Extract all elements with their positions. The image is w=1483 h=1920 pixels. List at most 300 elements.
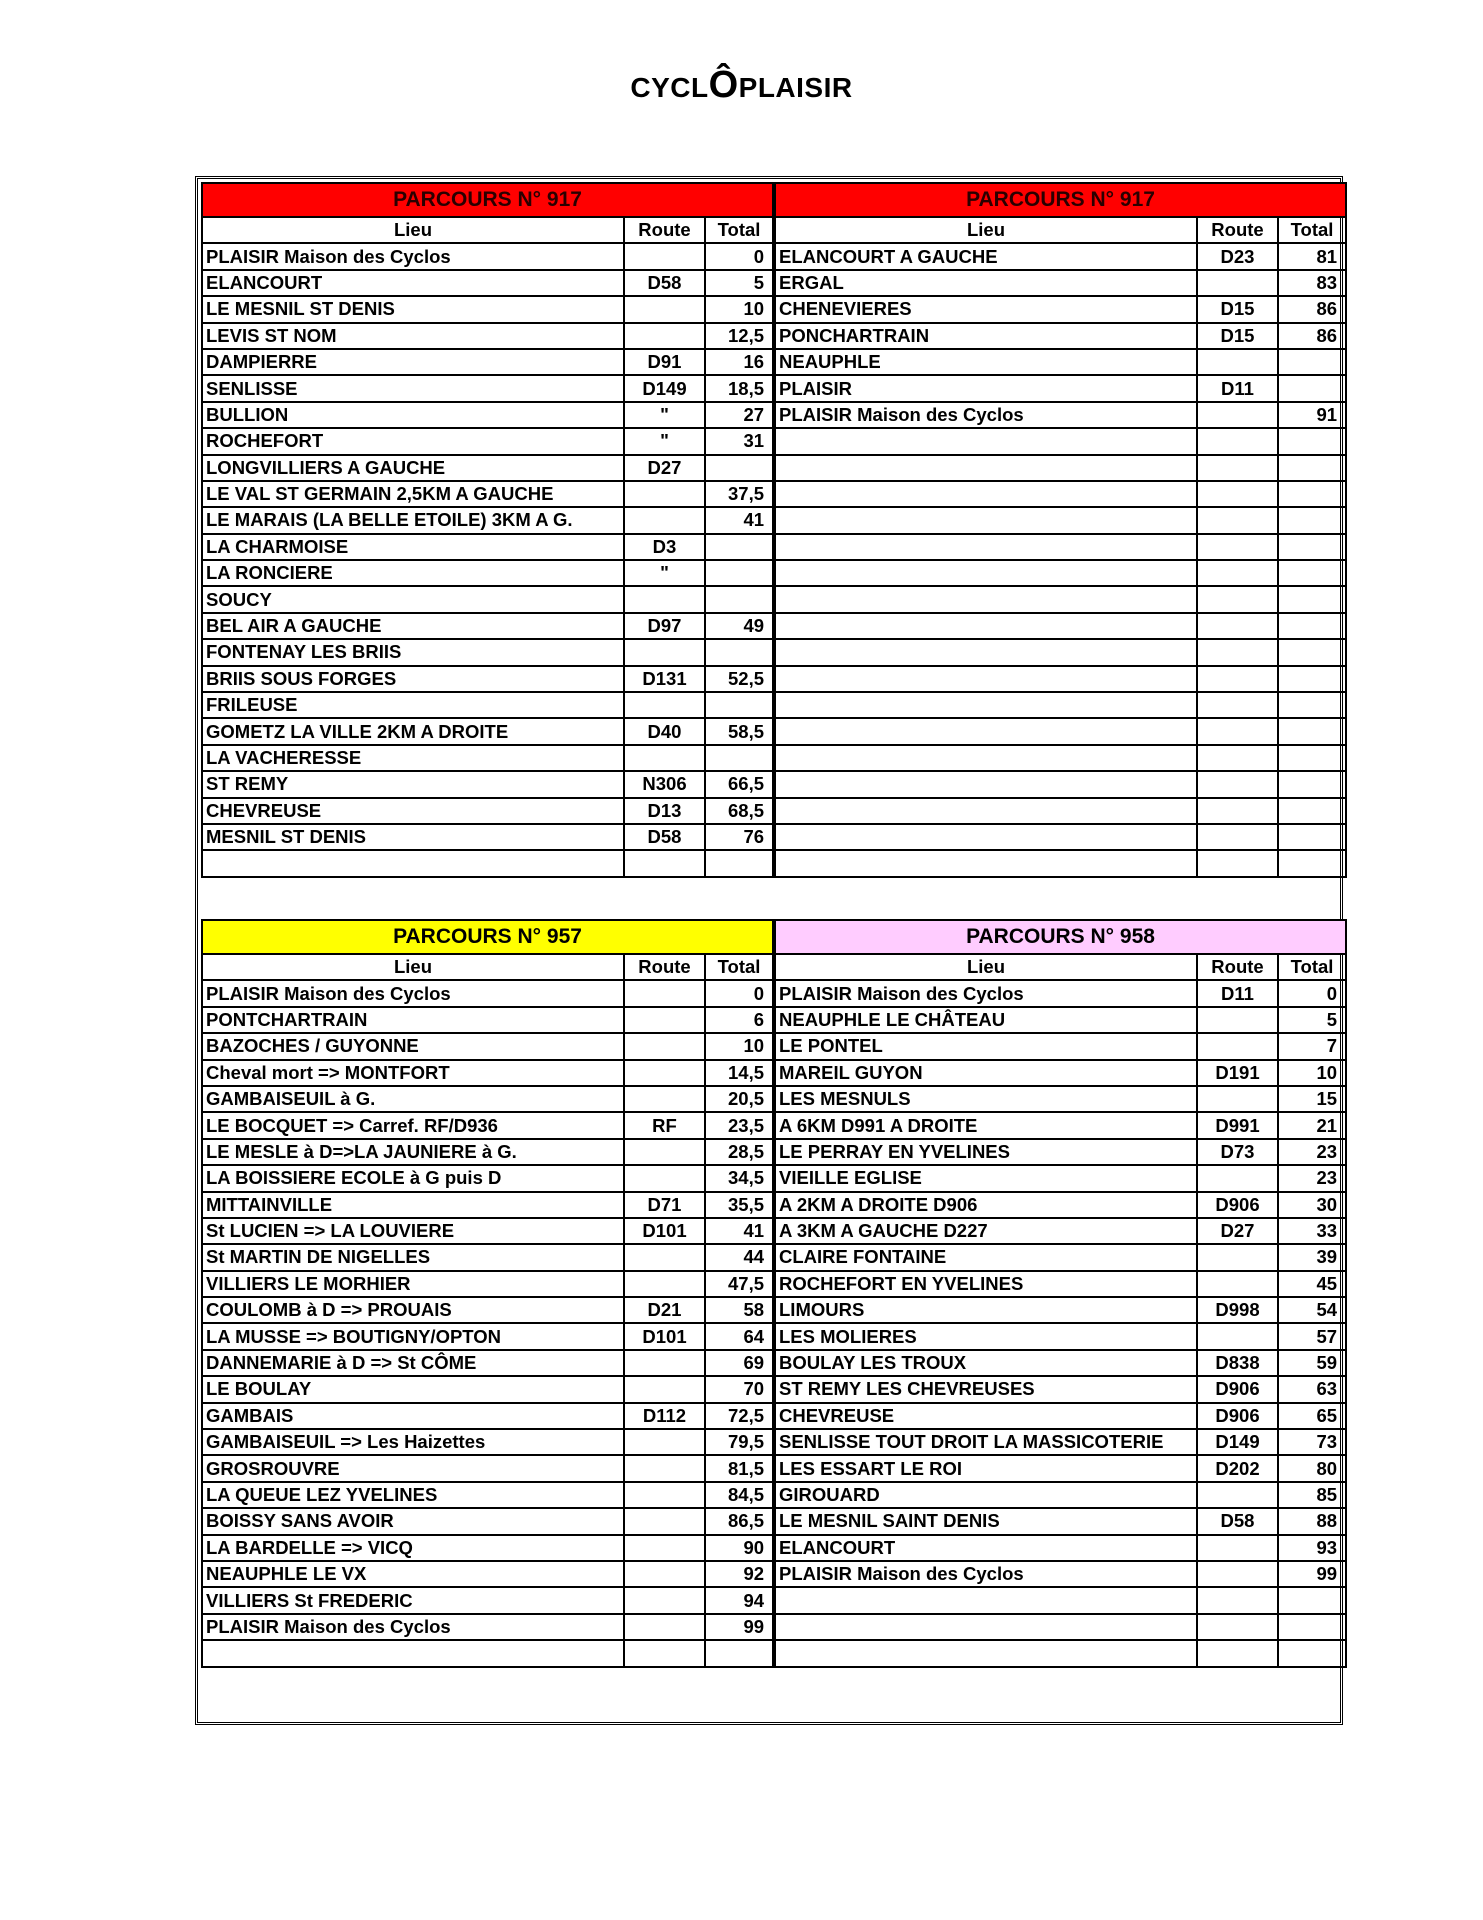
cell-route — [1197, 1482, 1278, 1508]
table-row — [775, 534, 1346, 560]
cell-lieu: BOISSY SANS AVOIR — [202, 1508, 624, 1534]
cell-route: D58 — [624, 270, 705, 296]
cell-lieu: NEAUPHLE LE VX — [202, 1561, 624, 1587]
cell-lieu — [775, 534, 1197, 560]
cell-route — [624, 243, 705, 269]
table-row — [202, 323, 773, 349]
cell-lieu: GAMBAISEUIL => Les Haizettes — [202, 1429, 624, 1455]
table-row — [202, 1587, 773, 1613]
cell-lieu: LA CHARMOISE — [202, 534, 624, 560]
cell-lieu: PLAISIR Maison des Cyclos — [202, 980, 624, 1006]
cell-route — [624, 1482, 705, 1508]
table-row — [202, 1561, 773, 1587]
cell-lieu: LIMOURS — [775, 1297, 1197, 1323]
cell-total: 23 — [1278, 1139, 1346, 1165]
table-row — [202, 850, 773, 876]
table-row — [775, 1139, 1346, 1165]
column-header-total: Total — [705, 217, 773, 243]
table-row — [775, 560, 1346, 586]
table-row — [775, 586, 1346, 612]
cell-lieu — [775, 586, 1197, 612]
cell-lieu: LA MUSSE => BOUTIGNY/OPTON — [202, 1323, 624, 1349]
table-row — [775, 402, 1346, 428]
table-row — [775, 270, 1346, 296]
cell-route: D191 — [1197, 1060, 1278, 1086]
cell-lieu: ROCHEFORT — [202, 428, 624, 454]
title-prefix: CYCL — [630, 72, 709, 103]
cell-route — [1197, 613, 1278, 639]
cell-lieu: LA BOISSIERE ECOLE à G puis D — [202, 1165, 624, 1191]
cell-total: 31 — [705, 428, 773, 454]
cell-lieu: A 6KM D991 A DROITE — [775, 1112, 1197, 1138]
cell-route — [624, 1086, 705, 1112]
table-row — [775, 1033, 1346, 1059]
table-row — [775, 1561, 1346, 1587]
table-row — [775, 745, 1346, 771]
table-row — [202, 481, 773, 507]
table-row — [775, 428, 1346, 454]
table-row — [775, 1614, 1346, 1640]
parcours-title: PARCOURS N° 958 — [775, 920, 1346, 954]
cell-lieu: SENLISSE — [202, 375, 624, 401]
cell-lieu — [775, 692, 1197, 718]
table-row — [202, 1112, 773, 1138]
cell-total: 86 — [1278, 296, 1346, 322]
table-row — [202, 798, 773, 824]
table-row — [202, 1297, 773, 1323]
cell-route — [624, 1535, 705, 1561]
table-row — [775, 1587, 1346, 1613]
cell-total — [1278, 455, 1346, 481]
cell-total — [1278, 824, 1346, 850]
cell-route — [1197, 534, 1278, 560]
cell-lieu: LE VAL ST GERMAIN 2,5KM A GAUCHE — [202, 481, 624, 507]
cell-total: 33 — [1278, 1218, 1346, 1244]
table-row — [202, 613, 773, 639]
cell-route — [1197, 428, 1278, 454]
table-row — [202, 1271, 773, 1297]
cell-route — [1197, 771, 1278, 797]
cell-lieu: BULLION — [202, 402, 624, 428]
cell-total — [1278, 1587, 1346, 1613]
table-row — [775, 850, 1346, 876]
cell-route — [624, 1271, 705, 1297]
cell-total: 65 — [1278, 1403, 1346, 1429]
cell-lieu: GROSROUVRE — [202, 1455, 624, 1481]
table-row — [775, 980, 1346, 1006]
table-row — [775, 1112, 1346, 1138]
cell-total: 16 — [705, 349, 773, 375]
cell-route — [624, 481, 705, 507]
cell-total: 49 — [705, 613, 773, 639]
cell-route: D991 — [1197, 1112, 1278, 1138]
cell-lieu: LE PERRAY EN YVELINES — [775, 1139, 1197, 1165]
cell-total: 59 — [1278, 1350, 1346, 1376]
cell-lieu — [775, 455, 1197, 481]
cell-total: 86 — [1278, 323, 1346, 349]
cell-total: 35,5 — [705, 1192, 773, 1218]
cell-total: 88 — [1278, 1508, 1346, 1534]
cell-total: 72,5 — [705, 1403, 773, 1429]
cell-total: 99 — [705, 1614, 773, 1640]
table-row — [775, 296, 1346, 322]
cell-total: 93 — [1278, 1535, 1346, 1561]
cell-total: 84,5 — [705, 1482, 773, 1508]
table-row — [775, 481, 1346, 507]
cell-route — [624, 1455, 705, 1481]
table-row — [202, 771, 773, 797]
cell-total: 34,5 — [705, 1165, 773, 1191]
cell-route — [624, 745, 705, 771]
cell-route — [1197, 718, 1278, 744]
table-row — [775, 1482, 1346, 1508]
cell-route — [624, 323, 705, 349]
cell-total: 81 — [1278, 243, 1346, 269]
cell-total: 45 — [1278, 1271, 1346, 1297]
cell-route: D906 — [1197, 1192, 1278, 1218]
cell-route: D91 — [624, 349, 705, 375]
cell-total: 79,5 — [705, 1429, 773, 1455]
table-row — [775, 666, 1346, 692]
cell-lieu: ROCHEFORT EN YVELINES — [775, 1271, 1197, 1297]
cell-lieu — [775, 798, 1197, 824]
cell-total: 69 — [705, 1350, 773, 1376]
cell-lieu: DAMPIERRE — [202, 349, 624, 375]
cell-total: 6 — [705, 1007, 773, 1033]
parcours-title: PARCOURS N° 917 — [202, 183, 773, 217]
table-row — [202, 375, 773, 401]
cell-route: D131 — [624, 666, 705, 692]
table-row — [202, 1165, 773, 1191]
table-row — [202, 1060, 773, 1086]
cell-total: 41 — [705, 507, 773, 533]
table-row — [202, 1376, 773, 1402]
table-row — [775, 1535, 1346, 1561]
cell-route — [1197, 1165, 1278, 1191]
cell-lieu: A 3KM A GAUCHE D227 — [775, 1218, 1197, 1244]
cell-total — [1278, 771, 1346, 797]
cell-total: 91 — [1278, 402, 1346, 428]
cell-total — [705, 586, 773, 612]
cell-lieu — [775, 850, 1197, 876]
cell-total — [1278, 534, 1346, 560]
cell-route: D906 — [1197, 1403, 1278, 1429]
cell-lieu: LONGVILLIERS A GAUCHE — [202, 455, 624, 481]
cell-total: 83 — [1278, 270, 1346, 296]
cell-total: 0 — [705, 243, 773, 269]
cell-route: D97 — [624, 613, 705, 639]
cell-route — [1197, 270, 1278, 296]
cell-route — [624, 1508, 705, 1534]
cell-lieu — [775, 718, 1197, 744]
cell-route — [1197, 1587, 1278, 1613]
cell-total: 86,5 — [705, 1508, 773, 1534]
cell-route — [1197, 560, 1278, 586]
table-row — [202, 428, 773, 454]
cell-total — [1278, 586, 1346, 612]
cell-lieu: LE MESNIL SAINT DENIS — [775, 1508, 1197, 1534]
cell-total: 57 — [1278, 1323, 1346, 1349]
cell-route — [1197, 1007, 1278, 1033]
cell-total: 63 — [1278, 1376, 1346, 1402]
cell-total: 21 — [1278, 1112, 1346, 1138]
cell-route — [1197, 1535, 1278, 1561]
cell-total — [1278, 718, 1346, 744]
cell-route: " — [624, 402, 705, 428]
table-row — [202, 1244, 773, 1270]
table-row — [202, 455, 773, 481]
cell-lieu: PLAISIR Maison des Cyclos — [775, 980, 1197, 1006]
cell-lieu: CHENEVIERES — [775, 296, 1197, 322]
table-row — [202, 243, 773, 269]
table-row — [202, 1455, 773, 1481]
cell-route — [624, 1165, 705, 1191]
cell-route — [624, 692, 705, 718]
cell-total — [1278, 639, 1346, 665]
cell-route: D11 — [1197, 375, 1278, 401]
table-row — [202, 1429, 773, 1455]
cell-total: 94 — [705, 1587, 773, 1613]
cell-lieu: ELANCOURT — [775, 1535, 1197, 1561]
cell-route: D58 — [624, 824, 705, 850]
cell-total: 58,5 — [705, 718, 773, 744]
cell-lieu — [775, 613, 1197, 639]
table-row — [775, 1271, 1346, 1297]
cell-route: D202 — [1197, 1455, 1278, 1481]
cell-lieu — [775, 481, 1197, 507]
cell-total: 81,5 — [705, 1455, 773, 1481]
cell-total — [1278, 613, 1346, 639]
cell-route — [1197, 1086, 1278, 1112]
cell-total: 28,5 — [705, 1139, 773, 1165]
cell-lieu: ERGAL — [775, 270, 1197, 296]
cell-route — [624, 1614, 705, 1640]
cell-lieu: GOMETZ LA VILLE 2KM A DROITE — [202, 718, 624, 744]
routes-sheet — [195, 176, 1343, 1725]
table-row — [202, 1139, 773, 1165]
table-row — [202, 507, 773, 533]
cell-total: 5 — [705, 270, 773, 296]
table-row — [775, 323, 1346, 349]
table-row — [775, 1429, 1346, 1455]
cell-total — [705, 1640, 773, 1666]
table-row — [775, 1060, 1346, 1086]
cell-total: 70 — [705, 1376, 773, 1402]
cell-route: D58 — [1197, 1508, 1278, 1534]
column-header-lieu: Lieu — [775, 217, 1197, 243]
cell-route: D149 — [1197, 1429, 1278, 1455]
cell-route: D998 — [1197, 1297, 1278, 1323]
cell-lieu: LEVIS ST NOM — [202, 323, 624, 349]
cell-lieu — [775, 560, 1197, 586]
cell-lieu: LA RONCIERE — [202, 560, 624, 586]
cell-total: 14,5 — [705, 1060, 773, 1086]
cell-total: 23 — [1278, 1165, 1346, 1191]
cell-route — [1197, 586, 1278, 612]
cell-total — [705, 745, 773, 771]
cell-lieu — [775, 1614, 1197, 1640]
cell-route: RF — [624, 1112, 705, 1138]
cell-route — [1197, 798, 1278, 824]
cell-lieu: VIEILLE EGLISE — [775, 1165, 1197, 1191]
table-row — [775, 349, 1346, 375]
cell-route — [624, 1244, 705, 1270]
table-row — [202, 349, 773, 375]
cell-route — [624, 1429, 705, 1455]
cell-total: 99 — [1278, 1561, 1346, 1587]
cell-route — [624, 1640, 705, 1666]
cell-total: 47,5 — [705, 1271, 773, 1297]
table-row — [775, 1244, 1346, 1270]
cell-route — [624, 639, 705, 665]
cell-total — [705, 850, 773, 876]
table-row — [775, 243, 1346, 269]
table-row — [202, 666, 773, 692]
cell-total: 66,5 — [705, 771, 773, 797]
cell-lieu: LE MARAIS (LA BELLE ETOILE) 3KM A G. — [202, 507, 624, 533]
cell-route: D101 — [624, 1323, 705, 1349]
route-table — [201, 182, 774, 878]
cell-total: 5 — [1278, 1007, 1346, 1033]
panel-parcours-917-part2 — [774, 182, 1347, 878]
table-row — [202, 1218, 773, 1244]
cell-lieu: LE BOULAY — [202, 1376, 624, 1402]
cell-lieu: COULOMB à D => PROUAIS — [202, 1297, 624, 1323]
table-row — [202, 1033, 773, 1059]
cell-lieu: LES MESNULS — [775, 1086, 1197, 1112]
cell-lieu: St LUCIEN => LA LOUVIERE — [202, 1218, 624, 1244]
cell-lieu: CHEVREUSE — [202, 798, 624, 824]
table-row — [775, 1508, 1346, 1534]
table-row — [775, 1007, 1346, 1033]
cell-total: 54 — [1278, 1297, 1346, 1323]
cell-route: D11 — [1197, 980, 1278, 1006]
table-row — [202, 296, 773, 322]
column-header-route: Route — [1197, 217, 1278, 243]
cell-lieu: MESNIL ST DENIS — [202, 824, 624, 850]
route-table — [774, 182, 1347, 878]
cell-lieu: LA QUEUE LEZ YVELINES — [202, 1482, 624, 1508]
cell-total: 10 — [1278, 1060, 1346, 1086]
cell-lieu: CHEVREUSE — [775, 1403, 1197, 1429]
cell-total: 0 — [1278, 980, 1346, 1006]
cell-route — [624, 1561, 705, 1587]
cell-route — [1197, 1244, 1278, 1270]
table-row — [775, 375, 1346, 401]
cell-lieu: GAMBAISEUIL à G. — [202, 1086, 624, 1112]
column-header-route: Route — [624, 217, 705, 243]
cell-route: D23 — [1197, 243, 1278, 269]
cell-route: D73 — [1197, 1139, 1278, 1165]
cell-lieu — [775, 1587, 1197, 1613]
cell-route — [624, 586, 705, 612]
column-header-total: Total — [705, 954, 773, 980]
cell-lieu: LE PONTEL — [775, 1033, 1197, 1059]
column-header-lieu: Lieu — [202, 954, 624, 980]
column-header-lieu: Lieu — [775, 954, 1197, 980]
cell-route — [624, 1350, 705, 1376]
cell-total: 7 — [1278, 1033, 1346, 1059]
cell-route: D149 — [624, 375, 705, 401]
table-row — [202, 824, 773, 850]
table-row — [202, 402, 773, 428]
table-row — [775, 1323, 1346, 1349]
cell-route — [1197, 850, 1278, 876]
table-row — [775, 1086, 1346, 1112]
cell-total — [1278, 481, 1346, 507]
cell-total: 30 — [1278, 1192, 1346, 1218]
cell-lieu — [775, 507, 1197, 533]
table-row — [202, 1007, 773, 1033]
cell-route — [1197, 349, 1278, 375]
cell-total — [1278, 745, 1346, 771]
cell-route — [1197, 1614, 1278, 1640]
cell-route: D21 — [624, 1297, 705, 1323]
cell-lieu: LES MOLIERES — [775, 1323, 1197, 1349]
cell-lieu: LA VACHERESSE — [202, 745, 624, 771]
cell-lieu: FONTENAY LES BRIIS — [202, 639, 624, 665]
cell-total: 44 — [705, 1244, 773, 1270]
cell-route — [624, 296, 705, 322]
cell-total — [705, 639, 773, 665]
cell-total: 68,5 — [705, 798, 773, 824]
cell-route — [624, 1060, 705, 1086]
cell-lieu — [775, 639, 1197, 665]
table-row — [202, 718, 773, 744]
cell-route — [624, 1007, 705, 1033]
table-row — [202, 639, 773, 665]
cell-lieu: LE MESNIL ST DENIS — [202, 296, 624, 322]
panel-parcours-917-part1 — [201, 182, 774, 878]
cell-total: 85 — [1278, 1482, 1346, 1508]
cell-total: 80 — [1278, 1455, 1346, 1481]
cell-total: 58 — [705, 1297, 773, 1323]
cell-lieu: BAZOCHES / GUYONNE — [202, 1033, 624, 1059]
cell-total — [1278, 507, 1346, 533]
cell-total: 12,5 — [705, 323, 773, 349]
cell-route: D27 — [624, 455, 705, 481]
cell-total: 15 — [1278, 1086, 1346, 1112]
cell-route: " — [624, 428, 705, 454]
table-row — [202, 534, 773, 560]
cell-route — [624, 1376, 705, 1402]
cell-route: D906 — [1197, 1376, 1278, 1402]
table-row — [775, 1350, 1346, 1376]
title-o: Ô — [708, 64, 739, 106]
cell-route: D40 — [624, 718, 705, 744]
table-row — [202, 1192, 773, 1218]
cell-total — [1278, 428, 1346, 454]
cell-lieu: St MARTIN DE NIGELLES — [202, 1244, 624, 1270]
cell-total — [1278, 798, 1346, 824]
parcours-title: PARCOURS N° 957 — [202, 920, 773, 954]
cell-total — [1278, 349, 1346, 375]
cell-lieu — [202, 850, 624, 876]
cell-route: D15 — [1197, 296, 1278, 322]
column-header-route: Route — [1197, 954, 1278, 980]
cell-route — [1197, 1033, 1278, 1059]
cell-route — [1197, 692, 1278, 718]
cell-total — [705, 534, 773, 560]
cell-lieu: GIROUARD — [775, 1482, 1197, 1508]
cell-lieu: NEAUPHLE LE CHÂTEAU — [775, 1007, 1197, 1033]
cell-total: 41 — [705, 1218, 773, 1244]
table-row — [775, 1455, 1346, 1481]
cell-total: 23,5 — [705, 1112, 773, 1138]
table-row — [775, 798, 1346, 824]
table-row — [202, 980, 773, 1006]
cell-route — [1197, 1640, 1278, 1666]
